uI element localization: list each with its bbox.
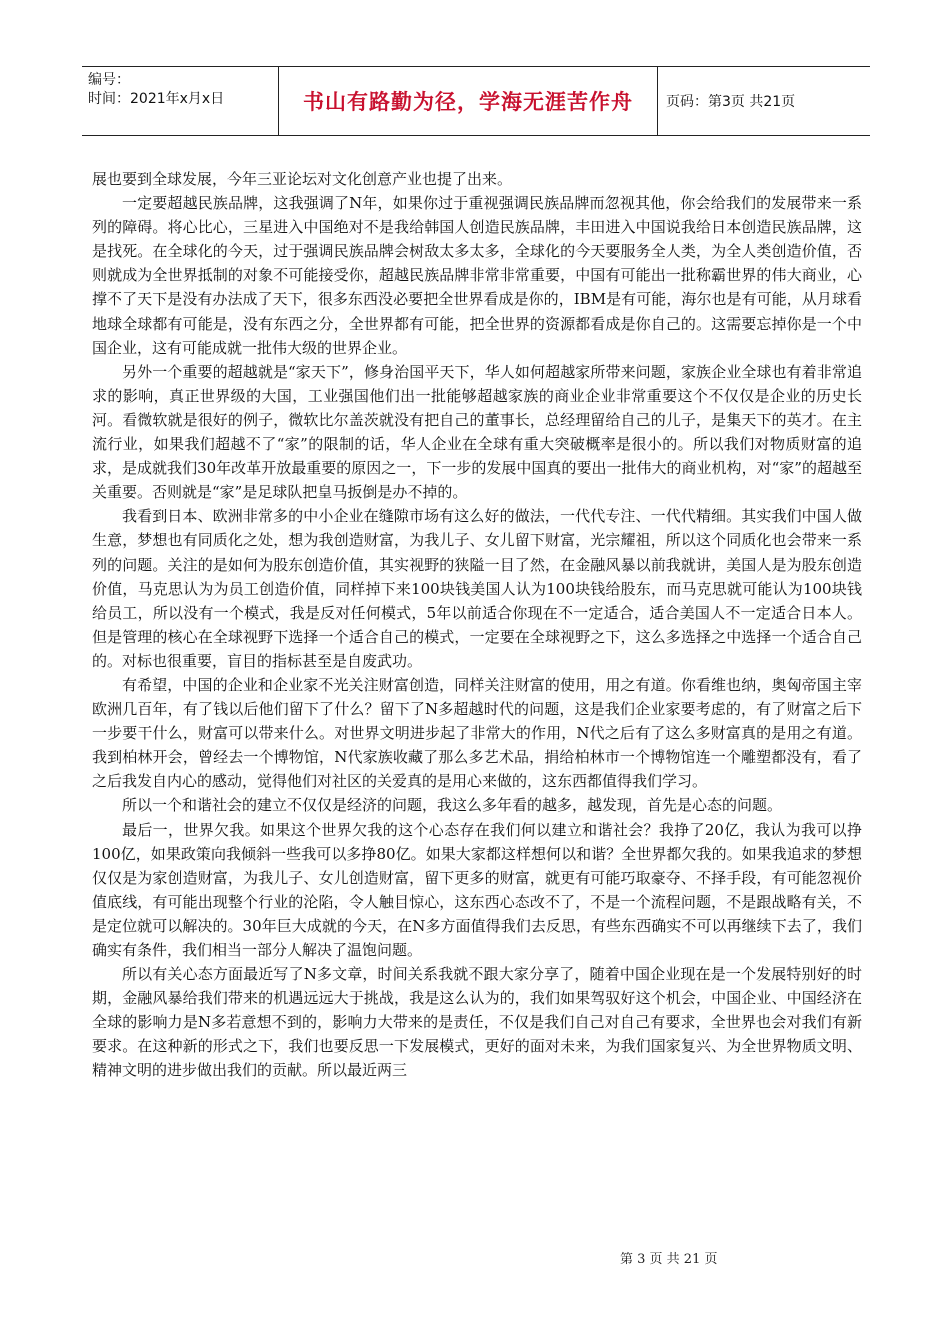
- page-header: [82, 66, 870, 136]
- document-body: [92, 167, 862, 1083]
- paragraph: 有希望，中国的企业和企业家不光关注财富创造，同样关注财富的使用，用之有道。你看维也纳，奥匈帝国主宰欧洲几百年，有了钱以后他们留下了什么？留下了N多超越时代的问题，这是我们企业家要考虑的，有了财富之后下一步要干什么，财富可以带来什么。对世界文明进步起了非常大的作用，N代之后有了这么多财富真的是用之有道。我到柏林开会，曾经去一个博物馆，N代家族收藏了那么多艺术品，捐给柏林市一个博物馆连一个雕塑都没有，看了之后我发自内心的感动，觉得他们对社区的关爱真的是用心来做的，这东西都值得我们学习。: [92, 675, 862, 791]
- header-page-info: [658, 67, 870, 135]
- date-label: 时间：2021年x月x日: [88, 91, 225, 107]
- serial-label: 编号：: [88, 72, 130, 88]
- slogan-text: 书山有路勤为径，学海无涯苦作舟: [303, 90, 633, 114]
- header-meta: [82, 67, 278, 135]
- page-info-text: 页码：第3页 共21页: [666, 94, 796, 110]
- paragraph: 所以有关心态方面最近写了N多文章，时间关系我就不跟大家分享了，随着中国企业现在是一个发展特别好的时期，金融风暴给我们带来的机遇远远大于挑战，我是这么认为的，我们如果驾驭好这个机会，中国企业、中国经济在全球的影响力是N多若意想不到的，影响力大带来的是责任，不仅是我们自己对自己有要求，全世界也会对我们有新要求。在这种新的形式之下，我们也要反思一下发展模式，更好的面对未来，为我们国家复兴、为全世界物质文明、精神文明的进步做出我们的贡献。所以最近两三: [92, 965, 862, 1080]
- paragraph: 展也要到全球发展，今年三亚论坛对文化创意产业也提了出来。: [92, 170, 513, 188]
- paragraph: 一定要超越民族品牌，这我强调了N年，如果你过于重视强调民族品牌而忽视其他，你会给我们的发展带来一系列的障碍。将心比心，三星进入中国绝对不是我给韩国人创造民族品牌，丰田进入中国说我给日本创造民族品牌，这是找死。在全球化的今天，过于强调民族品牌会树敌太多太多，全球化的今天要服务全人类，为全人类创造价值，否则就成为全世界抵制的对象不可能接受你，超越民族品牌非常非常重要，中国有可能出一批称霸世界的伟大商业，心撑不了天下是没有办法成了天下，很多东西没必要把全世界看成是你的，IBM是有可能，海尔也是有可能，从月球看地球全球都有可能是，没有东西之分，全世界都有可能，把全世界的资源都看成是你自己的。这需要忘掉你是一个中国企业，这有可能成就一批伟大级的世界企业。: [92, 194, 862, 357]
- footer-page-number: 第 3 页 共 21 页: [620, 1252, 718, 1267]
- paragraph: 我看到日本、欧洲非常多的中小企业在缝隙市场有这么好的做法，一代代专注、一代代精细。其实我们中国人做生意，梦想也有同质化之处，想为我创造财富，为我儿子、女儿留下财富，光宗耀祖，所以这个同质化也会带来一系列的问题。关注的是如何为股东创造价值，其实视野的狭隘一目了然，在金融风暴以前我就讲，美国人是为股东创造价值，马克思认为为员工创造价值，同样掉下来100块钱美国人认为100块钱给股东，而马克思就可能认为100块钱给员工，所以没有一个模式，我是反对任何模式，5年以前适合你现在不一定适合，适合美国人不一定适合日本人。但是管理的核心在全球视野下选择一个适合自己的模式，一定要在全球视野之下，这么多选择之中选择一个适合自己的。对标也很重要，盲目的指标甚至是自废武功。: [92, 507, 862, 670]
- paragraph: 所以一个和谐社会的建立不仅仅是经济的问题，我这么多年看的越多，越发现，首先是心态的问题。: [122, 796, 783, 815]
- header-slogan-cell: [278, 67, 658, 135]
- page-footer: [620, 1248, 717, 1267]
- paragraph: 另外一个重要的超越就是“家天下”，修身治国平天下，华人如何超越家所带来问题，家族企业全球也有着非常追求的影响，真正世界级的大国，工业强国他们出一批能够超越家族的商业企业非常重要这个不仅仅是企业的历史长河。看微软就是很好的例子，微软比尔盖茨就没有把自己的董事长，总经理留给自己的儿子，是集天下的英才。在主流行业，如果我们超越不了“家”的限制的话，华人企业在全球有重大突破概率是很小的。所以我们对物质财富的追求，是成就我们30年改革开放最重要的原因之一，下一步的发展中国真的要出一批伟大的商业机构，对“家”的超越至关重要。否则就是“家”是足球队把皇马扳倒是办不掉的。: [92, 362, 862, 502]
- paragraph: 最后一，世界欠我。如果这个世界欠我的这个心态存在我们何以建立和谐社会？我挣了20亿，我认为我可以挣100亿，如果政策向我倾斜一些我可以多挣80亿。如果大家都这样想何以和谐？全世界都欠我的。如果我追求的梦想仅仅是为家创造财富，为我儿子、女儿创造财富，留下更多的财富，就更有可能巧取豪夺、不择手段，有可能忽视价值底线，有可能出现整个行业的沦陷，令人触目惊心，这东西心态改不了，不是一个流程问题，不是跟战略有关，不是定位就可以解决的。30年巨大成就的今天，在N多方面值得我们去反思，有些东西确实不可以再继续下去了，我们确实有条件，我们相当一部分人解决了温饱问题。: [92, 820, 862, 959]
